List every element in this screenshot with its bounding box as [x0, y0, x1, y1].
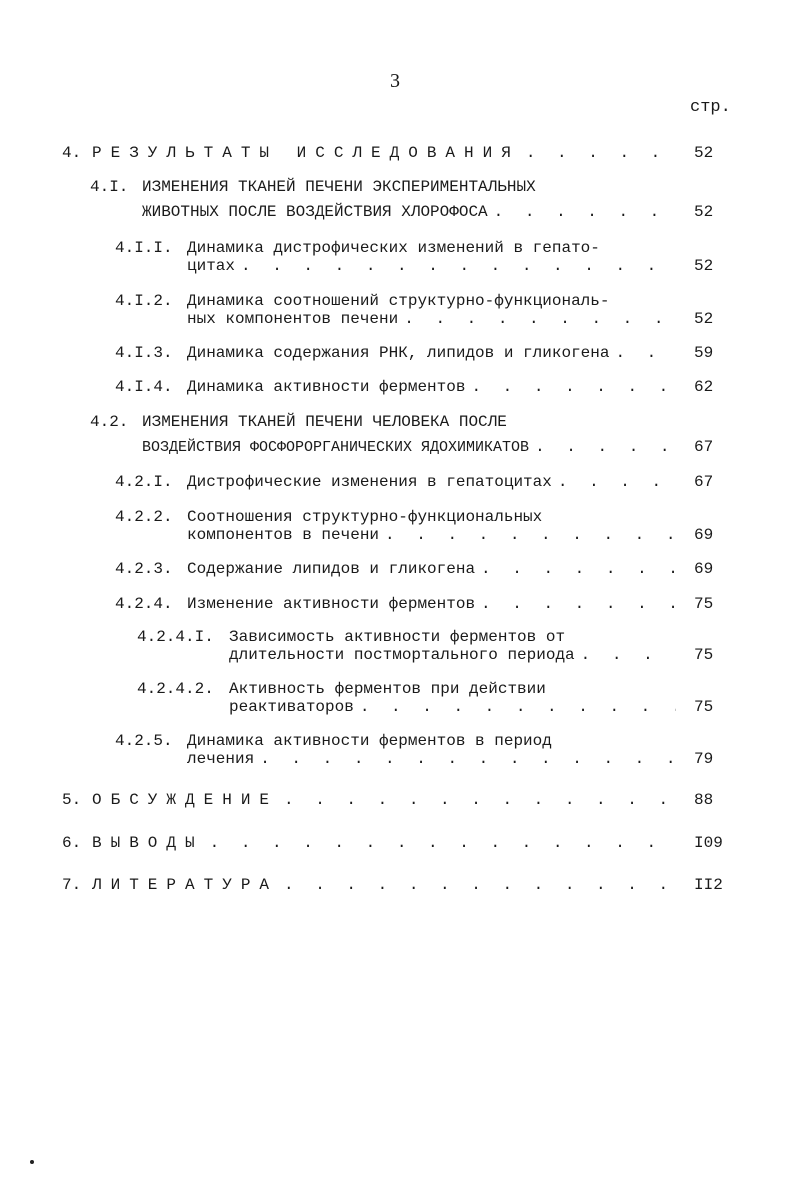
entry-page: 52	[694, 310, 714, 328]
entry-title: Дистрофические изменения в гепатоцитах	[187, 473, 552, 491]
toc-entry-4-2-4-1	[137, 628, 682, 664]
entry-title: ОБСУЖДЕНИЕ	[92, 791, 279, 809]
entry-title-line-2: длительности постмортального периода	[229, 646, 575, 664]
leader-dots	[284, 791, 676, 809]
entry-number: 4.I.2.	[115, 292, 173, 310]
scan-speck	[30, 1160, 34, 1164]
leader-dots	[260, 750, 676, 768]
entry-number: 4.I.I.	[115, 239, 173, 257]
entry-page: 88	[694, 791, 714, 809]
entry-title-line-2: ВОЗДЕЙСТВИЯ ФОСФОРОРГАНИЧЕСКИХ ЯДОХИМИКАТОВ	[142, 439, 530, 456]
leader-dots	[526, 144, 676, 162]
entry-title-line-1: Динамика соотношений структурно-функциональ-	[187, 292, 610, 310]
toc-entry-4	[62, 144, 682, 162]
entry-number: 4.2.4.	[115, 595, 173, 613]
entry-title-line-1: ИЗМЕНЕНИЯ ТКАНЕЙ ПЕЧЕНИ ЭКСПЕРИМЕНТАЛЬНЫХ	[142, 178, 536, 196]
entry-number: 4.2.I.	[115, 473, 173, 491]
entry-title-line-1: Зависимость активности ферментов от	[229, 628, 566, 646]
entry-number: 4.2.4.2.	[137, 680, 214, 698]
entry-page: 75	[694, 595, 714, 613]
entry-number: 4.I.4.	[115, 378, 173, 396]
entry-page: II2	[694, 876, 723, 894]
entry-number: 4.2.3.	[115, 560, 173, 578]
entry-page: 52	[694, 257, 714, 275]
toc-entry-4-2-4	[115, 595, 682, 613]
leader-dots	[494, 203, 676, 221]
entry-page: 67	[694, 438, 714, 456]
leader-dots	[471, 378, 676, 396]
entry-page: 62	[694, 378, 714, 396]
toc-entry-4-2-5	[115, 732, 682, 768]
toc-entry-4-2-4-2	[137, 680, 682, 716]
entry-page: 69	[694, 526, 714, 544]
entry-title-line-2: ных компонентов печени	[187, 310, 399, 328]
entry-title-line-2: компонентов в печени	[187, 526, 380, 544]
entry-number: 4.2.5.	[115, 732, 173, 750]
entry-number: 4.2.4.I.	[137, 628, 214, 646]
entry-title: ВЫВОДЫ	[92, 834, 204, 852]
entry-title-line-1: Активность ферментов при действии	[229, 680, 546, 698]
toc-entry-4-1	[90, 178, 682, 221]
leader-dots	[558, 473, 676, 491]
entry-title: Содержание липидов и гликогена	[187, 560, 476, 578]
leader-dots	[615, 344, 676, 362]
entry-page: I09	[694, 834, 723, 852]
entry-title-line-1: ИЗМЕНЕНИЯ ТКАНЕЙ ПЕЧЕНИ ЧЕЛОВЕКА ПОСЛЕ	[142, 413, 507, 431]
entry-number: 4.2.	[90, 413, 129, 431]
entry-number: 7.	[62, 876, 82, 894]
entry-number: 5.	[62, 791, 82, 809]
entry-number: 4.I.3.	[115, 344, 173, 362]
toc-entry-6	[62, 834, 682, 852]
entry-page: 75	[694, 646, 714, 664]
leader-dots	[360, 698, 676, 716]
page-number: 3	[390, 70, 400, 92]
toc-entry-7	[62, 876, 682, 894]
toc-entry-4-2	[90, 413, 682, 457]
pages-column-header: стр.	[690, 98, 731, 117]
leader-dots	[284, 876, 676, 894]
leader-dots	[385, 526, 676, 544]
entry-title-line-1: Соотношения структурно-функциональных	[187, 508, 543, 526]
toc-entry-4-1-1	[115, 239, 682, 275]
entry-title: РЕЗУЛЬТАТЫ ИССЛЕДОВАНИЯ	[92, 144, 520, 162]
entry-number: 6.	[62, 834, 82, 852]
entry-title-line-1: Динамика активности ферментов в период	[187, 732, 552, 750]
leader-dots	[241, 257, 676, 275]
entry-page: 67	[694, 473, 714, 491]
entry-title-line-2: лечения	[187, 750, 255, 768]
entry-page: 52	[694, 203, 714, 221]
leader-dots	[581, 646, 676, 664]
toc-entry-4-1-4	[115, 378, 682, 396]
entry-page: 69	[694, 560, 714, 578]
entry-page: 79	[694, 750, 714, 768]
leader-dots	[481, 595, 676, 613]
leader-dots	[535, 438, 676, 456]
toc-entry-4-1-2	[115, 292, 682, 328]
leader-dots	[210, 834, 676, 852]
entry-title-line-1: Динамика дистрофических изменений в гепато-	[187, 239, 600, 257]
entry-title: Динамика содержания РНК, липидов и гликогена	[187, 344, 610, 362]
entry-page: 52	[694, 144, 714, 162]
entry-number: 4.	[62, 144, 82, 162]
entry-title: ЛИТЕРАТУРА	[92, 876, 279, 894]
entry-title-line-2: реактиваторов	[229, 698, 354, 716]
toc-entry-4-2-3	[115, 560, 682, 578]
entry-number: 4.2.2.	[115, 508, 173, 526]
entry-number: 4.I.	[90, 178, 129, 196]
entry-title: Изменение активности ферментов	[187, 595, 476, 613]
leader-dots	[481, 560, 676, 578]
entry-title-line-2: ЖИВОТНЫХ ПОСЛЕ ВОЗДЕЙСТВИЯ ХЛОРОФОСА	[142, 203, 488, 221]
toc-entry-4-2-1	[115, 473, 682, 491]
toc-entry-4-2-2	[115, 508, 682, 544]
toc-entry-5	[62, 791, 682, 809]
entry-page: 75	[694, 698, 714, 716]
entry-page: 59	[694, 344, 714, 362]
toc-entry-4-1-3	[115, 344, 682, 362]
leader-dots	[404, 310, 676, 328]
entry-title: Динамика активности ферментов	[187, 378, 466, 396]
entry-title-line-2: цитах	[187, 257, 236, 275]
